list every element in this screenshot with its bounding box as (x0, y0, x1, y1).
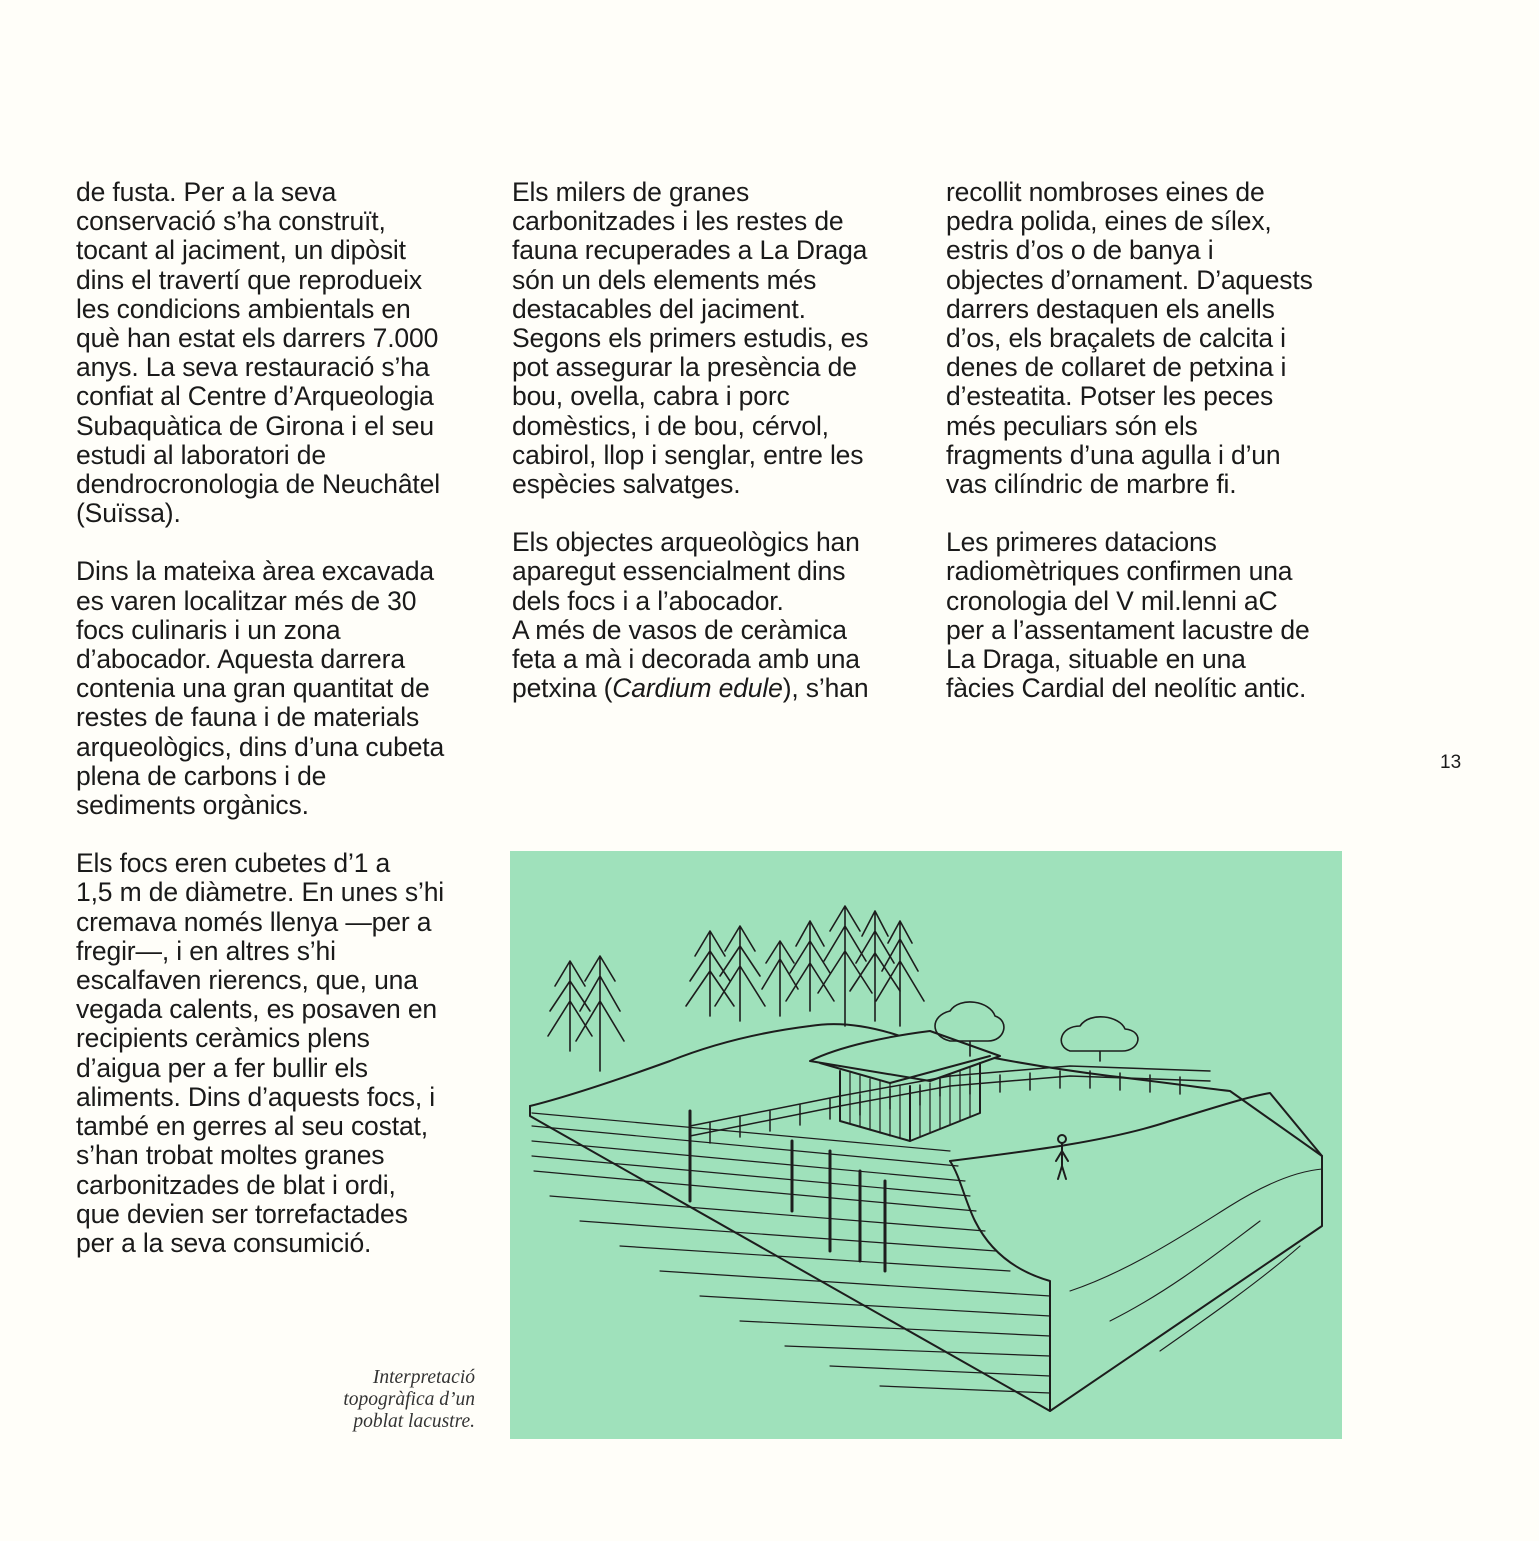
text-line: aliments. Dins d’aquests focs, i (76, 1081, 435, 1112)
figure-caption (270, 1367, 475, 1433)
text-line: sediments orgànics. (76, 790, 309, 821)
lake-surface-edge (950, 1093, 1322, 1161)
text-line: restes de fauna i de materials (76, 702, 420, 733)
caption-line: Interpretació (372, 1367, 475, 1388)
text-line: radiomètriques confirmen una (946, 556, 1293, 587)
lakeside-village-block-diagram-icon (510, 851, 1342, 1439)
text-line: (Suïssa). (76, 498, 181, 529)
text-line: cabirol, llop i senglar, entre les (512, 439, 864, 470)
text-line: d’esteatita. Potser les peces (946, 381, 1274, 412)
text-line: que devien ser torrefactades (76, 1198, 408, 1229)
text-line: destacables del jaciment. (512, 293, 806, 324)
text-line: Els objectes arqueològics han (512, 527, 860, 558)
stilt-posts (690, 1111, 885, 1271)
text-line: cronologia del V mil.lenni aC (946, 585, 1278, 616)
caption-line: topogràfica d’un (343, 1389, 475, 1410)
text-line: vegada calents, es posaven en (76, 994, 438, 1025)
text-line: d’aigua per a fer bullir els (76, 1052, 368, 1083)
text-line: són un dels elements més (512, 264, 817, 295)
text-line: darrers destaquen els anells (946, 293, 1275, 324)
text-line: 1,5 m de diàmetre. En unes s’hi (76, 877, 445, 908)
text-line: plena de carbons i de (76, 760, 327, 791)
text-line: Els focs eren cubetes d’1 a (76, 848, 391, 879)
text-line: carbonitzades i les restes de (512, 206, 844, 237)
text-line: cremava només llenya —per a (76, 906, 432, 937)
text-line: denes de collaret de petxina i (946, 352, 1287, 383)
text-line: feta a mà i decorada amb una (512, 644, 860, 675)
page-number: 13 (1440, 752, 1462, 773)
paragraph (76, 557, 496, 820)
text-line: estudi al laboratori de (76, 439, 326, 470)
block-front-face (530, 1106, 1050, 1411)
text-line: aparegut essencialment dins (512, 556, 846, 587)
hut-icon (810, 1031, 1000, 1141)
text-line: fàcies Cardial del neolític antic. (946, 673, 1307, 704)
text-line: dins el travertí que reprodueix (76, 264, 422, 295)
text-line: també en gerres al seu costat, (76, 1111, 428, 1142)
text-line: confiat al Centre d’Arqueologia (76, 381, 434, 412)
text-line: Segons els primers estudis, es (512, 323, 869, 354)
text-line: Dins la mateixa àrea excavada (76, 556, 435, 587)
text-line: arqueològics, dins d’una cubeta (76, 731, 445, 762)
text-line: domèstics, i de bou, cérvol, (512, 410, 829, 441)
paragraph (946, 528, 1366, 703)
text-line: fragments d’una agulla i d’un (946, 439, 1281, 470)
text-line: es varen localitzar més de 30 (76, 585, 417, 616)
text-line: A més de vasos de ceràmica (512, 614, 847, 645)
text-fragment: ), s’han (782, 673, 869, 704)
paragraph (512, 178, 922, 499)
text-line: escalfaven rierencs, que, una (76, 965, 418, 996)
text-line: de fusta. Per a la seva (76, 177, 337, 207)
text-line: fregir—, i en altres s’hi (76, 935, 336, 966)
paragraph (512, 528, 922, 703)
text-line: focs culinaris i un zona (76, 614, 341, 645)
text-line: recollit nombroses eines de (946, 177, 1265, 207)
text-line: dels focs i a l’abocador. (512, 585, 784, 616)
text-line: anys. La seva restauració s’ha (76, 352, 430, 383)
text-column-1 (76, 178, 496, 1258)
tree-icons (548, 906, 1138, 1071)
text-line: per a l’assentament lacustre de (946, 614, 1310, 645)
person-icon (1056, 1135, 1068, 1179)
text-line: pedra polida, eines de sílex, (946, 206, 1272, 237)
text-line: Subaquàtica de Girona i el seu (76, 410, 434, 441)
lake-contour-lines (1070, 1169, 1322, 1351)
text-line: què han estat els darrers 7.000 (76, 323, 439, 354)
text-column-3 (946, 178, 1366, 703)
paragraph (76, 178, 496, 528)
text-line: més peculiars són els (946, 410, 1198, 441)
text-fragment: petxina ( (512, 673, 613, 704)
text-line: Els milers de granes (512, 177, 750, 207)
text-line: s’han trobat moltes granes (76, 1140, 385, 1171)
text-line: carbonitzades de blat i ordi, (76, 1169, 396, 1200)
text-line: recipients ceràmics plens (76, 1023, 370, 1054)
text-line: estris d’os o de banya i (946, 235, 1214, 266)
text-line: contenia una gran quantitat de (76, 673, 430, 704)
text-line: conservació s’ha construït, (76, 206, 386, 237)
caption-line: poblat lacustre. (353, 1411, 475, 1432)
text-line (512, 674, 922, 703)
text-line: vas cilíndric de marbre fi. (946, 469, 1237, 500)
text-line: La Draga, situable en una (946, 644, 1246, 675)
lakeside-village-illustration (510, 851, 1342, 1439)
species-name: Cardium edule (612, 673, 783, 704)
paragraph (76, 849, 496, 1258)
text-line: les condicions ambientals en (76, 293, 411, 324)
text-line: dendrocronologia de Neuchâtel (76, 469, 440, 500)
text-line: Les primeres datacions (946, 527, 1217, 558)
text-line: d’os, els braçalets de calcita i (946, 323, 1286, 354)
text-line: d’abocador. Aquesta darrera (76, 644, 405, 675)
text-line: objectes d’ornament. D’aquests (946, 264, 1313, 295)
paragraph (946, 178, 1366, 499)
text-line: per a la seva consumició. (76, 1227, 372, 1258)
text-line: pot assegurar la presència de (512, 352, 857, 383)
text-column-2 (512, 178, 922, 703)
text-line: espècies salvatges. (512, 469, 741, 500)
text-line: bou, ovella, cabra i porc (512, 381, 790, 412)
text-line: tocant al jaciment, un dipòsit (76, 235, 406, 266)
text-line: fauna recuperades a La Draga (512, 235, 868, 266)
